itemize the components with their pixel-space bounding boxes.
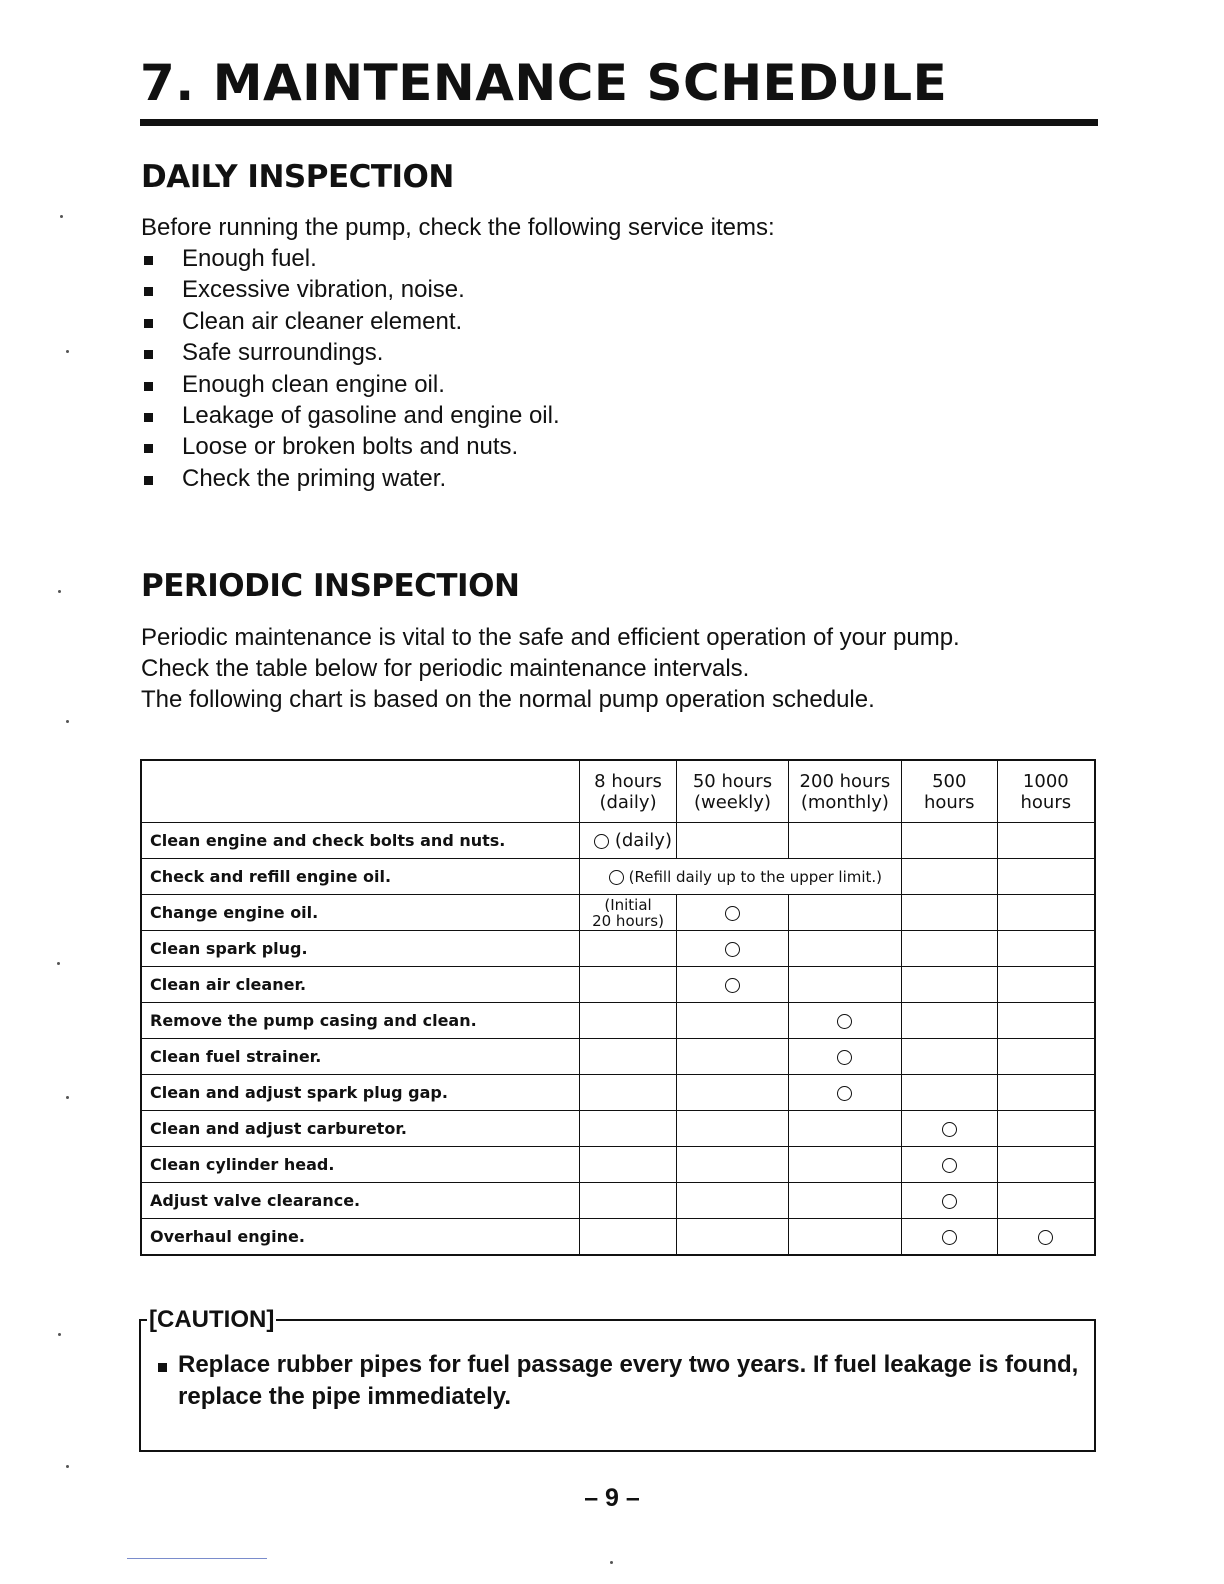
scan-dot: [610, 1561, 613, 1564]
circle-mark-icon: [942, 1158, 957, 1173]
table-row: [141, 823, 1095, 859]
circle-mark-icon: [837, 1014, 852, 1029]
scan-dot: [58, 590, 61, 593]
interval-cell: [901, 1111, 997, 1147]
circle-mark-icon: [594, 834, 609, 849]
interval-cell: (daily): [580, 823, 677, 859]
list-item: Excessive vibration, noise.: [141, 274, 560, 305]
interval-cell: (Initial 20 hours): [580, 895, 677, 931]
table-row: [141, 859, 1095, 895]
daily-inspection-heading: DAILY INSPECTION: [141, 159, 454, 195]
row-item: Clean and adjust spark plug gap.: [141, 1075, 580, 1111]
list-item: Loose or broken bolts and nuts.: [141, 431, 560, 462]
interval-cell: [677, 931, 789, 967]
table-row: [141, 1039, 1095, 1075]
list-item: Safe surroundings.: [141, 337, 560, 368]
table-row: [141, 1003, 1095, 1039]
bullet-square-icon: [144, 476, 153, 485]
list-item: Enough clean engine oil.: [141, 369, 560, 400]
circle-mark-icon: [942, 1230, 957, 1245]
row-item: Clean spark plug.: [141, 931, 580, 967]
footer-line: [127, 1558, 267, 1559]
daily-inspection-list: [141, 243, 560, 494]
list-item: Leakage of gasoline and engine oil.: [141, 400, 560, 431]
header-50-hours: 50 hours (weekly): [677, 760, 789, 823]
interval-cell: [901, 1219, 997, 1256]
list-item: Enough fuel.: [141, 243, 560, 274]
header-500-hours: 500 hours: [901, 760, 997, 823]
interval-cell: [677, 895, 789, 931]
row-item: Clean cylinder head.: [141, 1147, 580, 1183]
bullet-square-icon: [144, 413, 153, 422]
row-item: Overhaul engine.: [141, 1219, 580, 1256]
row-item: Check and refill engine oil.: [141, 859, 580, 895]
interval-cell: [788, 1003, 901, 1039]
row-item: Change engine oil.: [141, 895, 580, 931]
bullet-square-icon: [144, 382, 153, 391]
header-1000-hours: 1000 hours: [997, 760, 1095, 823]
circle-mark-icon: [609, 870, 624, 885]
bullet-square-icon: [144, 256, 153, 265]
row-item: Clean engine and check bolts and nuts.: [141, 823, 580, 859]
bullet-square-icon: [144, 319, 153, 328]
table-row: [141, 1147, 1095, 1183]
interval-cell: [788, 1039, 901, 1075]
scan-dot: [66, 1096, 69, 1099]
table-row: [141, 967, 1095, 1003]
page-number: – 9 –: [584, 1484, 640, 1512]
scan-dot: [66, 350, 69, 353]
row-item: Clean and adjust carburetor.: [141, 1111, 580, 1147]
circle-mark-icon: [942, 1122, 957, 1137]
list-item: Check the priming water.: [141, 463, 560, 494]
header-item-column: [141, 760, 580, 823]
circle-mark-icon: [725, 942, 740, 957]
periodic-inspection-heading: PERIODIC INSPECTION: [141, 568, 520, 604]
caution-label: [CAUTION]: [149, 1306, 275, 1333]
daily-inspection-intro: Before running the pump, check the following service items:: [141, 214, 775, 241]
interval-cell: (Refill daily up to the upper limit.): [580, 859, 902, 895]
page-title: 7. MAINTENANCE SCHEDULE: [140, 54, 948, 112]
header-8-hours: 8 hours (daily): [580, 760, 677, 823]
scan-dot: [66, 720, 69, 723]
scan-dot: [58, 1333, 61, 1336]
table-row: [141, 895, 1095, 931]
row-item: Adjust valve clearance.: [141, 1183, 580, 1219]
table-row: [141, 931, 1095, 967]
circle-mark-icon: [942, 1194, 957, 1209]
interval-cell: [788, 1075, 901, 1111]
table-row: [141, 1111, 1095, 1147]
table-header-row: [141, 760, 1095, 823]
header-200-hours: 200 hours (monthly): [788, 760, 901, 823]
title-rule: [140, 119, 1098, 126]
interval-cell: [901, 1147, 997, 1183]
circle-mark-icon: [725, 978, 740, 993]
interval-cell: [677, 967, 789, 1003]
row-item: Clean fuel strainer.: [141, 1039, 580, 1075]
maintenance-schedule-table: [140, 759, 1096, 1256]
circle-mark-icon: [725, 906, 740, 921]
row-item: Remove the pump casing and clean.: [141, 1003, 580, 1039]
bullet-square-icon: [144, 287, 153, 296]
bullet-square-icon: [144, 350, 153, 359]
table-row: [141, 1183, 1095, 1219]
bullet-square-icon: [158, 1363, 167, 1372]
list-item: Clean air cleaner element.: [141, 306, 560, 337]
scan-dot: [66, 1465, 69, 1468]
bullet-square-icon: [144, 444, 153, 453]
interval-cell: [901, 1183, 997, 1219]
circle-mark-icon: [837, 1086, 852, 1101]
row-item: Clean air cleaner.: [141, 967, 580, 1003]
caution-box: [139, 1306, 1096, 1452]
caution-text: Replace rubber pipes for fuel passage every two years. If fuel leakage is found, replace the pipe immediately.: [178, 1351, 1079, 1410]
circle-mark-icon: [1038, 1230, 1053, 1245]
table-row: [141, 1219, 1095, 1256]
scan-dot: [60, 215, 63, 218]
table-row: [141, 1075, 1095, 1111]
scan-dot: [57, 962, 60, 965]
interval-cell: [997, 1219, 1095, 1256]
periodic-inspection-text: Periodic maintenance is vital to the safe and efficient operation of your pump. Check the table below for periodic maintenance intervals. The following chart is based on the normal pump operation schedule.: [141, 624, 960, 713]
circle-mark-icon: [837, 1050, 852, 1065]
